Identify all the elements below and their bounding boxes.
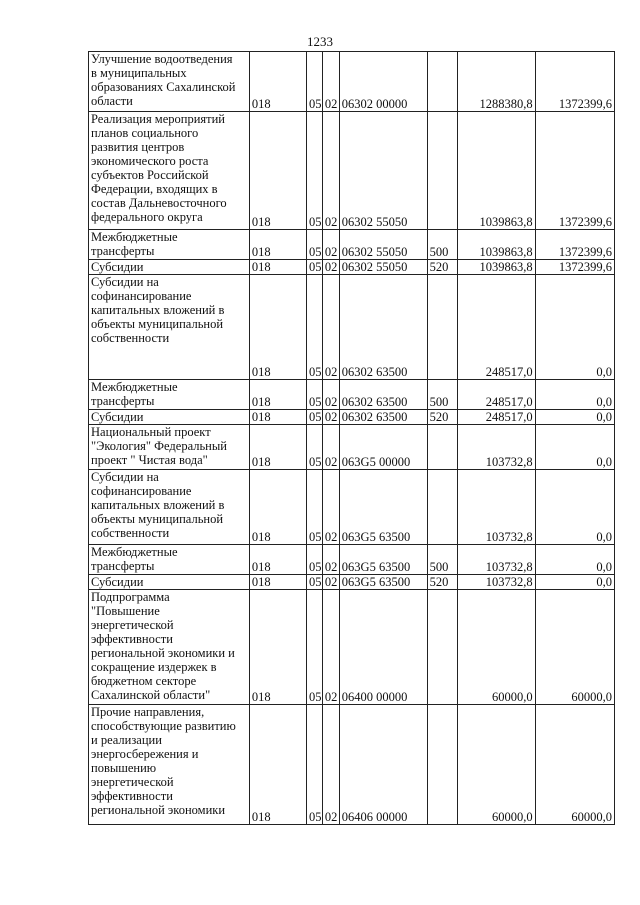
- pr-code-cell: 02: [322, 380, 339, 410]
- pr-code-cell: 02: [322, 425, 339, 470]
- amount-2021-cell: 60000,0: [535, 590, 614, 705]
- table-row: [89, 52, 615, 112]
- row-name-cell: Межбюджетные трансферты: [89, 230, 250, 260]
- amount-2020-cell: 60000,0: [458, 705, 535, 825]
- rz-code-cell: 05: [307, 380, 323, 410]
- table-row: [89, 575, 615, 590]
- pr-code-cell: 02: [322, 410, 339, 425]
- row-name-cell: Субсидии на софинансирование капитальных вложений в объекты муниципальной собственности: [89, 470, 250, 545]
- vr-code-cell: [427, 52, 458, 112]
- table-row: [89, 590, 615, 705]
- row-name-cell: Улучшение водоотведения в муниципальных образованиях Сахалинской области: [89, 52, 250, 112]
- gr-code-cell: 018: [249, 425, 306, 470]
- gr-code-cell: 018: [249, 470, 306, 545]
- table-row: [89, 705, 615, 825]
- amount-2020-cell: 1039863,8: [458, 230, 535, 260]
- amount-2021-cell: 0,0: [535, 425, 614, 470]
- amount-2021-cell: 0,0: [535, 410, 614, 425]
- pr-code-cell: 02: [322, 705, 339, 825]
- rz-code-cell: 05: [307, 590, 323, 705]
- amount-2020-cell: 1039863,8: [458, 260, 535, 275]
- page-number: 1233: [307, 34, 333, 49]
- rz-code-cell: 05: [307, 575, 323, 590]
- gr-code-cell: 018: [249, 545, 306, 575]
- table-row: [89, 425, 615, 470]
- vr-code-cell: 500: [427, 380, 458, 410]
- amount-2021-cell: 60000,0: [535, 705, 614, 825]
- vr-code-cell: [427, 470, 458, 545]
- rz-code-cell: 05: [307, 275, 323, 380]
- gr-code-cell: 018: [249, 410, 306, 425]
- amount-2021-cell: 1372399,6: [535, 52, 614, 112]
- vr-code-cell: 520: [427, 260, 458, 275]
- pr-code-cell: 02: [322, 230, 339, 260]
- gr-code-cell: 018: [249, 230, 306, 260]
- rz-code-cell: 05: [307, 470, 323, 545]
- gr-code-cell: 018: [249, 52, 306, 112]
- vr-code-cell: 500: [427, 230, 458, 260]
- amount-2020-cell: 248517,0: [458, 380, 535, 410]
- table-row: [89, 260, 615, 275]
- row-name-cell: Подпрограмма "Повышение энергетической эффективности региональной экономики и сокращение издержек в бюджетном секторе Сахалинской области": [89, 590, 250, 705]
- table-row: [89, 380, 615, 410]
- amount-2020-cell: 103732,8: [458, 575, 535, 590]
- vr-code-cell: [427, 275, 458, 380]
- row-name-cell: Реализация мероприятий планов социального развития центров экономического роста субъектов Российской Федерации, входящих в состав Дальневосточного федерального округа: [89, 112, 250, 230]
- rz-code-cell: 05: [307, 230, 323, 260]
- row-name-cell: Межбюджетные трансферты: [89, 545, 250, 575]
- amount-2021-cell: 0,0: [535, 380, 614, 410]
- table-row: [89, 230, 615, 260]
- budget-table-body: [89, 52, 615, 825]
- vr-code-cell: 500: [427, 545, 458, 575]
- pr-code-cell: 02: [322, 590, 339, 705]
- rz-code-cell: 05: [307, 112, 323, 230]
- amount-2021-cell: 1372399,6: [535, 230, 614, 260]
- rz-code-cell: 05: [307, 410, 323, 425]
- amount-2021-cell: 0,0: [535, 275, 614, 380]
- csr-code-cell: 063G5 63500: [339, 575, 427, 590]
- amount-2020-cell: 248517,0: [458, 410, 535, 425]
- pr-code-cell: 02: [322, 112, 339, 230]
- amount-2020-cell: 1288380,8: [458, 52, 535, 112]
- table-row: [89, 275, 615, 380]
- amount-2020-cell: 1039863,8: [458, 112, 535, 230]
- gr-code-cell: 018: [249, 260, 306, 275]
- amount-2021-cell: 0,0: [535, 545, 614, 575]
- rz-code-cell: 05: [307, 425, 323, 470]
- csr-code-cell: 06302 63500: [339, 380, 427, 410]
- pr-code-cell: 02: [322, 52, 339, 112]
- rz-code-cell: 05: [307, 52, 323, 112]
- budget-table: [88, 51, 615, 825]
- table-row: [89, 470, 615, 545]
- csr-code-cell: 063G5 63500: [339, 545, 427, 575]
- gr-code-cell: 018: [249, 275, 306, 380]
- pr-code-cell: 02: [322, 470, 339, 545]
- csr-code-cell: 06302 63500: [339, 275, 427, 380]
- amount-2020-cell: 60000,0: [458, 590, 535, 705]
- csr-code-cell: 063G5 00000: [339, 425, 427, 470]
- row-name-cell: Субсидии на софинансирование капитальных вложений в объекты муниципальной собственности: [89, 275, 250, 380]
- csr-code-cell: 06302 55050: [339, 112, 427, 230]
- row-name-cell: Межбюджетные трансферты: [89, 380, 250, 410]
- csr-code-cell: 06302 63500: [339, 410, 427, 425]
- amount-2021-cell: 1372399,6: [535, 112, 614, 230]
- rz-code-cell: 05: [307, 705, 323, 825]
- vr-code-cell: 520: [427, 410, 458, 425]
- gr-code-cell: 018: [249, 112, 306, 230]
- rz-code-cell: 05: [307, 545, 323, 575]
- vr-code-cell: [427, 425, 458, 470]
- row-name-cell: Субсидии: [89, 260, 250, 275]
- csr-code-cell: 06302 00000: [339, 52, 427, 112]
- pr-code-cell: 02: [322, 575, 339, 590]
- csr-code-cell: 06302 55050: [339, 230, 427, 260]
- pr-code-cell: 02: [322, 275, 339, 380]
- vr-code-cell: [427, 705, 458, 825]
- amount-2021-cell: 0,0: [535, 470, 614, 545]
- amount-2020-cell: 103732,8: [458, 545, 535, 575]
- table-row: [89, 410, 615, 425]
- vr-code-cell: [427, 590, 458, 705]
- amount-2020-cell: 103732,8: [458, 425, 535, 470]
- csr-code-cell: 063G5 63500: [339, 470, 427, 545]
- csr-code-cell: 06400 00000: [339, 590, 427, 705]
- amount-2021-cell: 1372399,6: [535, 260, 614, 275]
- row-name-cell: Субсидии: [89, 575, 250, 590]
- rz-code-cell: 05: [307, 260, 323, 275]
- pr-code-cell: 02: [322, 545, 339, 575]
- csr-code-cell: 06406 00000: [339, 705, 427, 825]
- gr-code-cell: 018: [249, 380, 306, 410]
- gr-code-cell: 018: [249, 575, 306, 590]
- gr-code-cell: 018: [249, 590, 306, 705]
- table-row: [89, 112, 615, 230]
- pr-code-cell: 02: [322, 260, 339, 275]
- row-name-cell: Национальный проект "Экология" Федеральный проект " Чистая вода": [89, 425, 250, 470]
- amount-2020-cell: 248517,0: [458, 275, 535, 380]
- vr-code-cell: 520: [427, 575, 458, 590]
- row-name-cell: Субсидии: [89, 410, 250, 425]
- vr-code-cell: [427, 112, 458, 230]
- gr-code-cell: 018: [249, 705, 306, 825]
- row-name-cell: Прочие направления, способствующие развитию и реализации энергосбережения и повышению энергетической эффективности региональной экономики: [89, 705, 250, 825]
- amount-2021-cell: 0,0: [535, 575, 614, 590]
- csr-code-cell: 06302 55050: [339, 260, 427, 275]
- table-row: [89, 545, 615, 575]
- amount-2020-cell: 103732,8: [458, 470, 535, 545]
